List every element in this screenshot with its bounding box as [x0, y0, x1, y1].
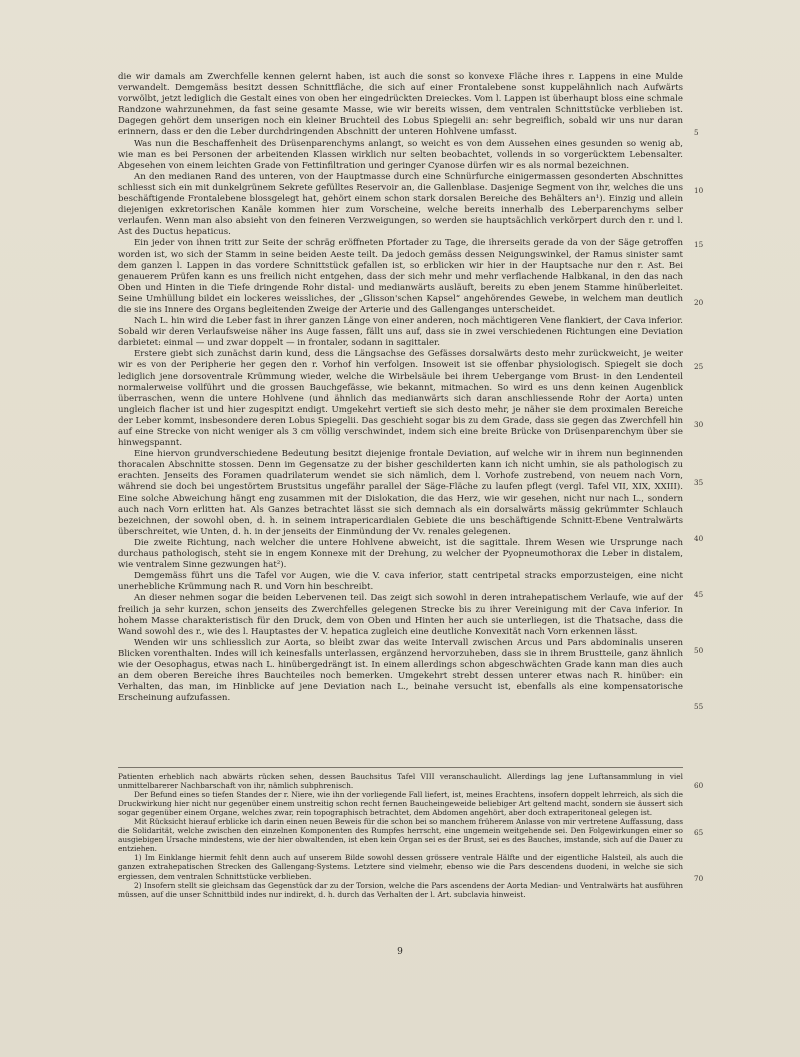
paragraph-10: An dieser nehmen sogar die beiden Lebervenen teil. Das zeigt sich sowohl in deren intrahepatischem Verlaufe, wie auf der freilich ja sehr kurzen, schon jenseits des Zwerchfelles gelegenen Strecke bis zu ihrer Vereinigung mit der Cava inferior. In hohem Masse charakteristisch für den Druck, dem von Oben und Hinten her auch sie unterliegen, ist die Thatsache, dass die Wand sowohl des r., wie des l. Hauptastes der V. hepatica zugleich eine deutliche Konvexität nach Vorn erkennen lässt. [118, 593, 683, 637]
paragraph-8: Die zweite Richtung, nach welcher die untere Hohlvene abweicht, ist die sagittale. Ihrem Wesen wie Ursprunge nach durchaus pathologisch, steht sie in engem Konnexe mit der Drehung, zu welcher der Pyopneumothorax die Leber in distalem, wie ventralem Sinne gezwungen hat²). [118, 537, 683, 571]
footnote-1: 1) Im Einklange hiermit fehlt denn auch auf unserem Bilde sowohl dessen grössere ventrale Hälfte und der eigentliche Halsteil, als auch die ganzen extrahepatischen Strecken des Gallengang-Systems. Letztere sind vielmehr, ebenso wie die Pars descendens duodeni, in welche sie sich ergiessen, dem ventralen Schnittstücke verblieben. [118, 853, 683, 881]
line-number: 50 [694, 646, 704, 655]
paragraph-1: die wir damals am Zwerchfelle kennen gelernt haben, ist auch die sonst so konvexe Fläche ihres r. Lappens in eine Mulde verwandelt. Demgemäss besitzt dessen Schnittfläche, die sich auf einer Frontalebene sonst kuppelähnlich nach Aufwärts vorwölbt, jetzt lediglich die Gestalt eines von oben her eingedrückten Dreieckes. Vom l. Lappen ist überhaupt bloss eine schmale Randzone wahrzunehmen, da fast seine gesamte Masse, wie wir bereits wissen, dem ventralen Schnittstücke verblieben ist. Dagegen gehört dem unserigen noch ein kleiner Bruchteil des Lobus Spiegelii an: sehr begreiflich, sobald wir uns nur daran erinnern, dass er den die Leber durchdringenden Abschnitt der unteren Hohlvene umfasst. [118, 72, 683, 138]
line-number: 55 [694, 702, 704, 711]
line-number: 35 [694, 478, 704, 487]
footnote-divider [118, 767, 683, 768]
line-number: 15 [694, 240, 704, 249]
footnote-2: 2) Insofern stellt sie gleichsam das Gegenstück dar zu der Torsion, welche die Pars ascendens der Aorta Median- und Ventralwärts hat ausführen müssen, auf die unser Schnittbild indes nur indirekt, d. h. durch das Verhalten der l. Art. subclavia hinweist. [118, 880, 683, 899]
main-text [118, 72, 683, 704]
line-number: 30 [694, 420, 704, 429]
paragraph-9: Demgemäss führt uns die Tafel vor Augen, wie die V. cava inferior, statt centripetal stracks emporzusteigen, eine nicht unerhebliche Krümmung nach R. und Vorn hin beschreibt. [118, 571, 683, 593]
paragraph-5: Nach L. hin wird die Leber fast in ihrer ganzen Länge von einer anderen, noch mächtigeren Vene flankiert, der Cava inferior. Sobald wir deren Verlaufsweise näher ins Auge fassen, fällt uns auf, dass sie in zwei verschiedenen Richtungen eine Deviation darbietet: einmal — und zwar doppelt — in frontaler, sodann in sagittaler. [118, 316, 683, 349]
footnote-continuation: Patienten erheblich nach abwärts rücken sehen, dessen Bauchsitus Tafel VIII veranschaulicht. Allerdings lag jene Luftansammlung in viel unmittelbarerer Nachbarschaft von ihr, nämlich subphrenisch. [118, 772, 683, 791]
paragraph-11: Wenden wir uns schliesslich zur Aorta, so bleibt zwar das weite Intervall zwischen Arcus und Pars abdominalis unseren Blicken vorenthalten. Indes will ich keinesfalls unterlassen, ergänzend hervorzuheben, dass sie in ihrem Brustteile, ganz ähnlich wie der Oesophagus, etwas nach L. hinübergedrängt ist. In einem allerdings schon abgeschwächten Grade kann man dies auch an dem oberen Bereiche ihres Bauchteiles noch bemerken. Umgekehrt strebt dessen unterer etwas nach R. hinüber: ein Verhalten, das man, im Hinblicke auf jene Deviation nach L., beinahe versucht ist, ebenfalls als eine kompensatorische Erscheinung aufzufassen. [118, 637, 683, 704]
line-number: 40 [694, 534, 704, 543]
footnote-continuation-3: Mit Rücksicht hierauf erblicke ich darin einen neuen Beweis für die schon bei so manchem früherem Anlasse von mir vertretene Auffassung, dass die Solidarität, welche zwischen den einzelnen Komponenten des Rumpfes herrscht, eine ungemein weitgehende sei. Den Folgewirkungen einer so ausgiebigen Ursache mindestens, wie der hier obwaltenden, ist eben kein Organ sei es der Brust, sei es des Bauches, imstande, sich auf die Dauer zu entziehen. [118, 817, 683, 854]
line-number: 70 [694, 874, 704, 883]
line-number: 10 [694, 186, 704, 195]
line-number: 65 [694, 828, 704, 837]
paragraph-2: Was nun die Beschaffenheit des Drüsenparenchyms anlangt, so weicht es von dem Aussehen eines gesunden so wenig ab, wie man es bei Personen der arbeitenden Klassen wirklich nur selten beobachtet, vollends in so vorgerücktem Lebensalter. Abgesehen von einem leichten Grade von Fettinfiltration und geringer Cyanose dürfen wir es als normal bezeichnen. [118, 138, 683, 171]
paragraph-3: An den medianen Rand des unteren, von der Hauptmasse durch eine Schnürfurche einigermassen gesonderten Abschnittes schliesst sich ein mit dunkelgrünem Sekrete gefülltes Reservoir an, die Gallenblase. Dasjenige Segment von ihr, welches die uns beschäftigende Frontalebene blossgelegt hat, gehört einem schon stark dorsalen Bereiche des Behälters an¹). Einzig und allein diejenigen exkretorischen Kanäle kommen hier zum Vorscheine, welche bereits innerhalb des Leberparenchyms selber verlaufen. Wenn man also absieht von den feineren Verzweigungen, so werden sie hauptsächlich verkörpert durch den r. und l. Ast des Ductus hepaticus. [118, 171, 683, 238]
line-number: 5 [694, 128, 699, 137]
footnotes [118, 772, 683, 899]
paragraph-6: Erstere giebt sich zunächst darin kund, dess die Längsachse des Gefässes dorsalwärts desto mehr zurückweicht, je weiter wir es von der Peripherie her gegen den r. Vorhof hin verfolgen. Insoweit ist sie offenbar physiologisch. Spiegelt sie doch lediglich jene dorsoventrale Krümmung wieder, welche die Wirbelsäule bei ihrem Uebergange vom Brust- in den Lendenteil normalerweise vollführt und die grossen Bauchgefässe, wie bekannt, mitmachen. So wird es uns denn keinen Augenblick überraschen, wenn die untere Hohlvene (und ähnlich das medianwärts sich daran anschliessende Rohr der Aorta) unten ungleich flacher ist und hier zugespitzt endigt. Umgekehrt vertieft sie sich desto mehr, je näher sie dem proximalen Bereiche der Leber kommt, insbesondere deren Lobus Spiegelii. Das geschieht sogar bis zu dem Grade, dass sie gegen das Zwerchfell hin auf eine Strecke von nicht weniger als 3 cm völlig verschwindet, indem sich eine breite Brücke von Drüsenparenchym über sie hinwegspannt. [118, 349, 683, 449]
paragraph-4: Ein jeder von ihnen tritt zur Seite der schräg eröffneten Pfortader zu Tage, die ihrerseits gerade da von der Säge getroffen worden ist, wo sich der Stamm in seine beiden Aeste teilt. Da jedoch gemäss dessen Neigungswinkel, der Ramus sinister samt dem ganzen l. Lappen in das vordere Schnittstück gefallen ist, so erblicken wir hier in der Hauptsache nur den r. Ast. Bei genauerem Prüfen kann es uns freilich nicht entgehen, dass der sich mehr und mehr verflachende Halbkanal, in den das nach Oben und Hinten in die Tiefe dringende Rohr distal- und medianwärts ausläuft, bereits zu eben jenem Stamme hinüberleitet. Seine Umhüllung bildet ein lockeres weissliches, der „Glisson'schen Kapsel“ angehörendes Gewebe, in welchem man deutlich die sie ins Innere des Organs begleitenden Zweige der Arterie und des Gallenganges unterscheidet. [118, 238, 683, 315]
page-number: 9 [397, 947, 403, 957]
line-number: 25 [694, 362, 704, 371]
footnote-continuation-2: Der Befund eines so tiefen Standes der r. Niere, wie ihn der vorliegende Fall liefert, ist, meines Erachtens, insofern doppelt lehrreich, als sich die Druckwirkung hier nicht nur gegenüber einem unstreitig schon recht fernen Baucheingeweide beliebiger Art geltend macht, sondern sie äussert sich sogar gegenüber einem Organe, welches zwar, rein topographisch betrachtet, dem Abdomen angehört, aber doch extraperitoneal gelegen ist. [118, 790, 683, 818]
line-number: 60 [694, 781, 704, 790]
paragraph-7: Eine hiervon grundverschiedene Bedeutung besitzt diejenige frontale Deviation, auf welche wir in ihrem nun beginnenden thoracalen Abschnitte stossen. Denn im Gegensatze zu der bisher geschilderten kann ich nicht umhin, sie als pathologisch zu erachten. Jenseits des Foramen quadrilaterum wendet sie sich nämlich, dem l. Vorhofe zustrebend, von neuem nach Vorn, während sie doch bei ungestörtem Brustsitus ungefähr parallel der Säge-Fläche zu laufen pflegt (vergl. Tafel VII, XIX, XXIII). Eine solche Abweichung hängt eng zusammen mit der Dislokation, die das Herz, wie wir gesehen, nicht nur nach L., sondern auch nach Vorn erlitten hat. Als Ganzes betrachtet lässt sie sich demnach als ein dorsalwärts mässig gekrümmter Schlauch bezeichnen, der sowohl oben, d. h. in seinem intrapericardialen Gebiete die uns beschäftigende Schnitt-Ebene Ventralwärts überschreitet, wie Unten, d. h. in der jenseits der Einmündung der Vv. renales gelegenen. [118, 449, 683, 537]
line-number: 20 [694, 298, 704, 307]
line-number: 45 [694, 590, 704, 599]
